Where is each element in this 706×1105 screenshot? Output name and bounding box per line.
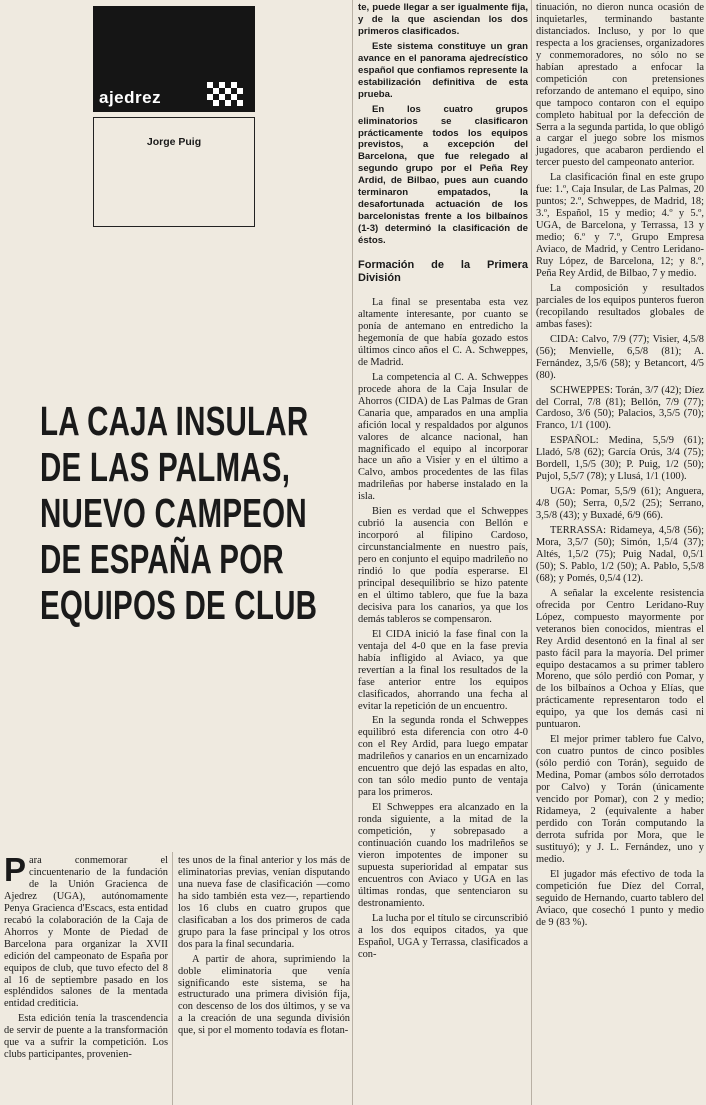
headline-line: LA CAJA INSULAR	[40, 398, 309, 444]
paragraph: El CIDA inició la fase final con la ventaja del 4-0 que en la fase previa había infligido al Aviaco, ya que revertían a la final los resultados de la fase anterior entre los equipos clasificados, ahorrando una fecha al evitar la repetición de un encuentro.	[358, 628, 528, 712]
column-rule	[172, 852, 173, 1105]
team-results: UGA: Pomar, 5,5/9 (61); Anguera, 4/8 (50); Serra, 0,5/2 (25); Serrano, 3,5/8 (43); y Buxadé, 6/9 (66).	[536, 486, 704, 522]
headline-line: EQUIPOS DE CLUB	[40, 582, 318, 628]
headline-line: NUEVO CAMPEON	[40, 490, 307, 536]
paragraph: En la segunda ronda el Schweppes equilibró esta diferencia con otro 4-0 con el Rey Ardid, para luego empatar madrileños y canarios en un encarnizado encuentro que dejó las espadas en alto, con tan sólo medio punto de ventaja para los primeros.	[358, 715, 528, 799]
subheading: Formación de la Primera División	[358, 259, 528, 285]
paragraph: A señalar la excelente resistencia ofrecida por Centro Leridano-Ruy López, compuesto mayormente por veteranos bien conocidos, mientras el Rey Ardid desentonó en la final al ser pasto fácil para la mayoría. Del primer equipo destacamos a su primer tablero Moreno, que sólo perdió con Pomar, y de los bilbaínos a Ochoa y Elías, que prácticamente representaron todo el equipo, ya que los demás casi ni puntuaron.	[536, 587, 704, 731]
paragraph: La final se presentaba esta vez altamente interesante, por cuanto se ponía de antemano en entredicho la hegemonía de que había gozado estos últimos cinco años el C. A. Schweppes, de Madrid.	[358, 297, 528, 368]
paragraph: En los cuatro grupos eliminatorios se clasificaron prácticamente todos los equipos previstos, a excepción del Barcelona, que fue relegado al segundo grupo por el Peña Rey Ardid, de Bilbao, pues aun cuando terminaron empatados, la desafortunada actuación de los barcelonistas frente a los bilbaínos (1-3) determinó la clasificación de éstos.	[358, 103, 528, 247]
team-results: TERRASSA: Ridameya, 4,5/8 (56); Mora, 3,5/7 (50); Simón, 1,5/4 (37); Altés, 1,5/2 (75); Puig Nadal, 0,5/1 (50); S. Pablo, 1/2 (50); A. Pablo, 5,5/8 (68); y Pomés, 0,5/4 (12).	[536, 525, 704, 584]
section-logo	[93, 6, 255, 112]
paragraph: Este sistema constituye un gran avance en el panorama ajedrecístico español que confiamos represente la estabilización definitiva de esta prueba.	[358, 40, 528, 100]
paragraph: Esta edición tenía la trascendencia de servir de puente a la transformación que va a sufrir la competición. Los clubs participantes, provenien-	[4, 1013, 168, 1061]
article-column-4	[536, 2, 704, 931]
article-column-1	[4, 851, 168, 1064]
paragraph: La composición y resultados parciales de los equipos punteros fueron (recopilando resultados globales de ambas fases):	[536, 282, 704, 330]
paragraph: El mejor primer tablero fue Calvo, con cuatro puntos de cinco posibles (sólo perdió con Torán), seguido de Medina, Pomar (ambos sólo derrotados por Calvo) y Torán (únicamente vencido por Pomar), con 2 y medio; Ridameya, 2 (equivalente a haber perdido con Torán computando la derrota sufrida por Mora, que le sustituyó); y J. L. Fernández, uno y medio.	[536, 734, 704, 865]
chessboard-icon	[207, 82, 243, 106]
drop-cap: P	[4, 851, 27, 888]
paragraph: Para conmemorar el cincuentenario de la fundación de la Unión Gracienca de Ajedrez (UGA), autónomamente Penya Gracienca d'Escacs, esta entidad recabó la colaboración de la Caja de Ahorros y Monte de Piedad de Barcelona para organizar la XVII edición del campeonato de España por equipos de club, que tuvo efecto del 8 al 16 de septiembre pasado en los espléndidos salones de la mentada entidad crediticia.	[4, 851, 168, 1010]
paragraph: La clasificación final en este grupo fue: 1.º, Caja Insular, de Las Palmas, 20 puntos; 2.º, Schweppes, de Madrid, 18; 3.º, Español, 15 y medio; 4.º y 5.º, UGA, de Barcelona, y Terrassa, 13 y medio; 6.º y 7.º, Grupo Empresa Aviaco, de Madrid, y Centro Leridano-Ruy López, de Barcelona, 12; y 8.º, Peña Rey Ardid, de Bilbao, 7 y medio.	[536, 172, 704, 279]
paragraph: El jugador más efectivo de toda la competición fue Díez del Corral, seguido de Hernando, cuarto tablero del Aviaco, que cosechó 1 punto y medio de 9 (83 %).	[536, 868, 704, 928]
headline	[40, 398, 318, 628]
paragraph: tinuación, no dieron nunca ocasión de inquietarles, terminando bastante distanciados. Incluso, y por lo que respecta a los gracienses, organizadores y conmemoradores, no sólo no se habían aprestado a enfocar la competición con pretensiones reforzando de antemano el equipo, sino que tampoco contaron con el equipo completo habitual por la defección de Serra a la segunda partida, lo que obligó a cargar el juego sobre los mismos jugadores, que acabaron perdiendo el tercer puesto del campeonato anterior.	[536, 2, 704, 169]
article-column-3	[358, 2, 528, 964]
paragraph: te, puede llegar a ser igualmente fija, y de la que asciendan los dos primeros clasificados.	[358, 2, 528, 37]
paragraph: Bien es verdad que el Schweppes cubrió la ausencia con Bellón e incorporó al filipino Cardoso, circunstancialmente en nuestro país, pero en conjunto el equipo madrileño no rindió lo que podía esperarse. El principal desequilibrio se hizo patente en el último tablero, que fue la baza decisiva para los canarios, ya que los demás tableros se compensaron.	[358, 506, 528, 625]
paragraph: La competencia al C. A. Schweppes procede ahora de la Caja Insular de Ahorros (CIDA) de Las Palmas de Gran Canaria que, amparados en una amplia afición local y respaldados por algunos valores de alcance nacional, han magnificado el equipo al incorporar hace un año a Visier y en el último a Calvo, ambos procedentes de las filas madrileñas por haberse instalado en la isla.	[358, 371, 528, 503]
team-results: ESPAÑOL: Medina, 5,5/9 (61); Lladó, 5/8 (62); García Orús, 3/4 (75); Bordell, 1,5/5 (30); P. Puig, 1/2 (50); Pujol, 5,5/7 (78); y Llusá, 1/1 (100).	[536, 435, 704, 483]
byline-box	[93, 117, 255, 227]
paragraph: A partir de ahora, suprimiendo la doble eliminatoria que venía significando este sistema, se ha estructurado una primera división fija, con descenso de los dos últimos, y se va a la creación de una segunda división que, si por el momento todavía es flotan-	[178, 953, 350, 1037]
team-results: CIDA: Calvo, 7/9 (77); Visier, 4,5/8 (56); Menvielle, 6,5/8 (81); A. Fernández, 3,5/6 (58); y Betancort, 4/5 (80).	[536, 333, 704, 381]
column-rule	[352, 0, 353, 1105]
article-column-2	[178, 855, 350, 1040]
author-name: Jorge Puig	[146, 136, 202, 148]
headline-line: DE ESPAÑA POR	[40, 536, 284, 582]
section-logo-text: ajedrez	[99, 88, 162, 107]
paragraph: tes unos de la final anterior y los más de eliminatorias previas, venían disputando una nueva fase de clasificación —como ha sido también esta vez—, repartiendo los 16 clubs en cuatro grupos que clasificaban a los dos primeros de cada grupo para la fase principal y los otros dos para la final secundaria.	[178, 855, 350, 950]
headline-line: DE LAS PALMAS,	[40, 444, 291, 490]
paragraph: El Schweppes era alcanzado en la ronda siguiente, a la mitad de la competición, y sobrepasado a continuación cuando los madrileños se vieron impotentes de imponer su supuesta superioridad al empatar sus encuentros con Aviaco y UGA en las últimas rondas, que sentenciaron su destronamiento.	[358, 802, 528, 909]
team-results: SCHWEPPES: Torán, 3/7 (42); Díez del Corral, 7/8 (81); Bellón, 7/9 (77); Cardoso, 3/6 (50); Palacios, 3,5/5 (70); Franco, 1/1 (100).	[536, 384, 704, 432]
paragraph: La lucha por el título se circunscribió a los dos equipos citados, ya que Español, UGA y Terrassa, clasificados a con-	[358, 912, 528, 960]
column-rule	[531, 0, 532, 1105]
